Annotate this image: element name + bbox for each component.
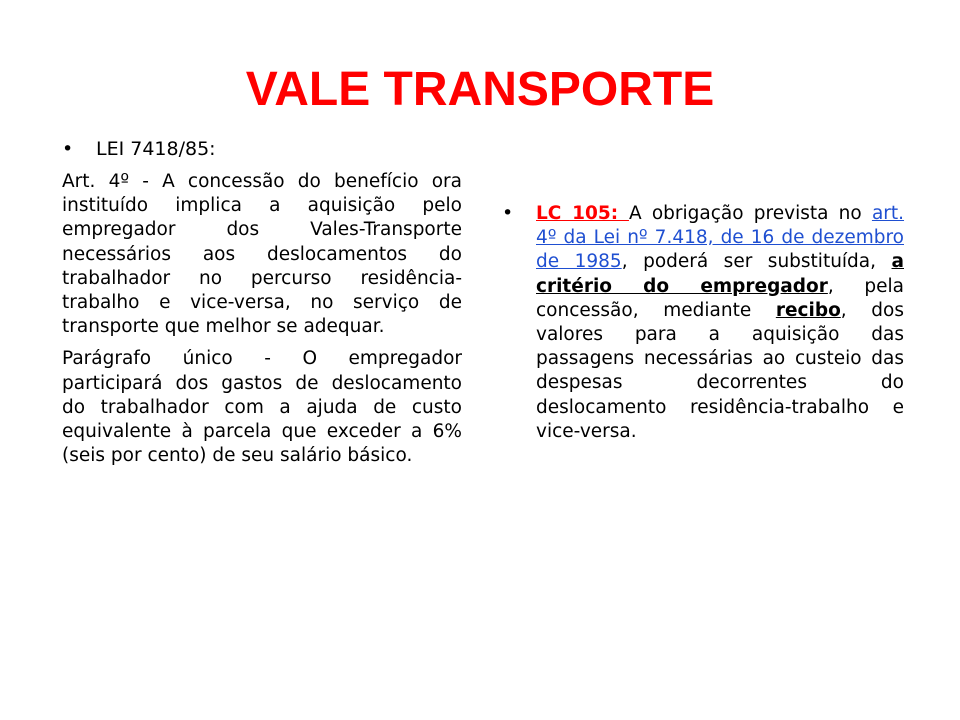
sole-paragraph: Parágrafo único - O empregador participará dos gastos de deslocamento do trabalhador com a ajuda de custo equivalente à parcela que exceder a 6% (seis por cento) de seu salário básico. [62,348,462,467]
law-reference: LEI 7418/85: [96,138,216,160]
law-article-link[interactable]: art. 4º da Lei nº 7.418, de 16 de dezembro de 1985 [536,203,905,273]
employer-criterion: a critério do empregador [536,251,904,297]
lc-paragraph [536,202,904,444]
law-bullet [62,136,462,162]
slide-title: VALE TRANSPORTE [245,63,715,116]
right-column [502,202,904,444]
lc-text-part-4: , dos valores para a aquisição das passagens necessárias ao custeio das despesas decorrentes do deslocamento residência-trabalho e vice-versa. [536,299,904,442]
bullet-icon: • [62,138,74,160]
bullet-icon: • [502,202,514,224]
article-paragraph: Art. 4º - A concessão do benefício ora instituído implica a aquisição pelo empregador dos Vales-Transporte necessários aos deslocamentos do trabalhador no percurso residência-trabalho e vice-versa, no serviço de transporte que melhor se adequar. [62,171,462,338]
lc-text-part-3: , pela concessão, mediante [536,275,904,321]
lc-105-link[interactable]: LC 105: [536,203,629,224]
lc-bullet [502,202,904,444]
lc-text-part-2: , poderá ser substituída, [621,251,892,273]
left-column [62,136,462,476]
lc-text-part-1: A obrigação prevista no [628,203,872,224]
receipt-term: recibo [775,299,841,321]
